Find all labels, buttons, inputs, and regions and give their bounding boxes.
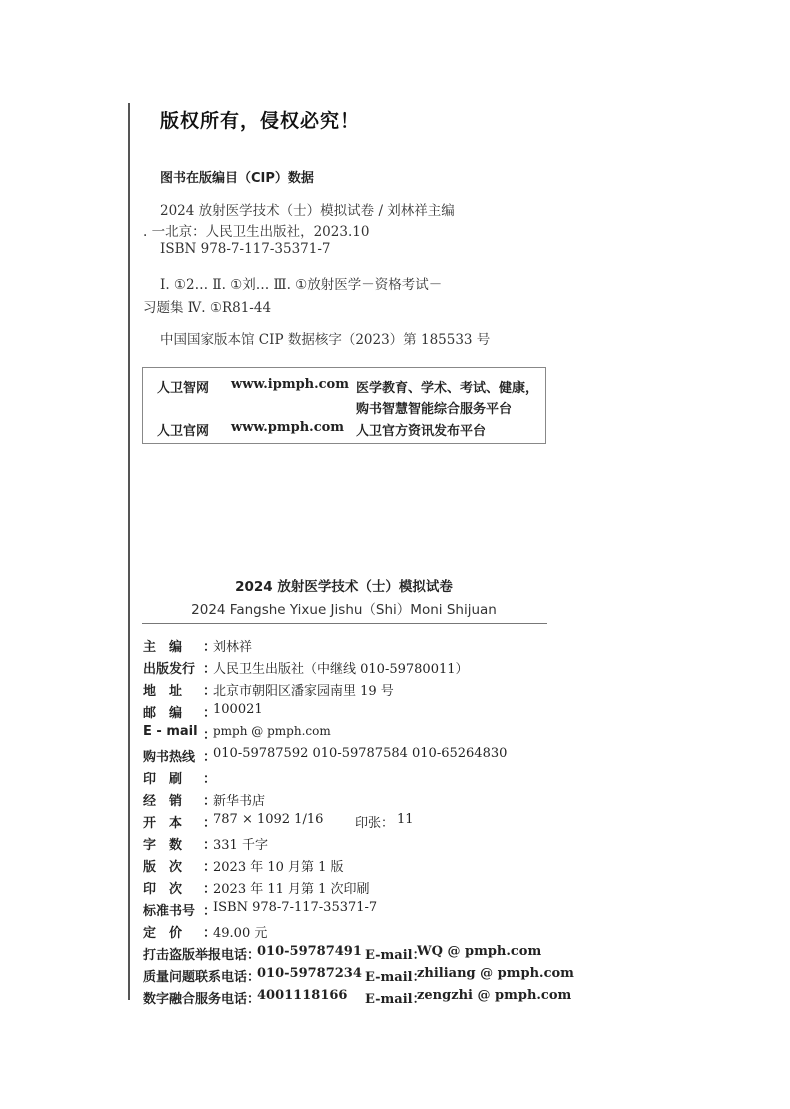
info-value: 北京市朝阳区潘家园南里 19 号 <box>213 684 394 699</box>
cip-line: Ⅰ. ①2… Ⅱ. ①刘… Ⅲ. ①放射医学－资格考试－ <box>160 277 443 293</box>
book-title-chinese: 2024 放射医学技术（士）模拟试卷 <box>235 579 453 595</box>
site-url[interactable]: www.pmph.com <box>231 420 345 435</box>
site-desc: 人卫官方资讯发布平台 <box>356 424 487 439</box>
contact-label: 数字融合服务电话： <box>143 992 261 1007</box>
contact-email[interactable]: WQ @ pmph.com <box>417 944 542 959</box>
cip-line: . 一北京：人民卫生出版社，2023.10 <box>143 224 370 240</box>
site-desc: 购书智慧智能综合服务平台 <box>356 402 513 417</box>
contact-email-label: E-mail： <box>365 992 426 1007</box>
margin-rule <box>128 103 130 1000</box>
info-value: 新华书店 <box>213 794 266 809</box>
colon: ： <box>203 750 217 765</box>
cip-title: 图书在版编目（CIP）数据 <box>160 171 314 186</box>
book-title-pinyin: 2024 Fangshe Yixue Jishu（Shi）Moni Shijuan <box>191 602 497 618</box>
contact-email-label: E-mail： <box>365 970 426 985</box>
contact-label: 质量问题联系电话： <box>143 970 261 985</box>
cip-line: 2024 放射医学技术（士）模拟试卷 / 刘林祥主编 <box>160 203 455 219</box>
info-label: 印 次 <box>143 882 183 897</box>
site-url[interactable]: www.ipmph.com <box>231 377 349 392</box>
site-desc: 医学教育、学术、考试、健康， <box>356 381 539 396</box>
colon: ： <box>203 882 217 897</box>
info-label: 地 址 <box>143 684 183 699</box>
colon: ： <box>203 838 217 853</box>
info-label: 出版发行 <box>143 662 196 677</box>
colon: ： <box>203 728 217 743</box>
contact-label: 打击盗版举报电话： <box>143 948 261 963</box>
colon: ： <box>203 640 217 655</box>
info-label: 邮 编 <box>143 706 183 721</box>
colon: ： <box>203 706 217 721</box>
colon: ： <box>203 904 217 919</box>
colon: ： <box>203 926 217 941</box>
contact-phone: 010-59787491 <box>257 944 362 959</box>
info-value: 人民卫生出版社（中继线 010-59780011） <box>213 662 469 677</box>
info-value: 2023 年 11 月第 1 次印刷 <box>213 882 370 897</box>
info-label: 标准书号 <box>143 904 196 919</box>
contact-email-label: E-mail： <box>365 948 426 963</box>
copyright-notice: 版权所有，侵权必究！ <box>160 110 361 132</box>
contact-phone: 4001118166 <box>257 988 348 1003</box>
colon: ： <box>203 860 217 875</box>
colon: ： <box>203 772 217 787</box>
info-label: 经 销 <box>143 794 183 809</box>
info-label: 定 价 <box>143 926 183 941</box>
info-value: 010-59787592 010-59787584 010-65264830 <box>213 746 508 761</box>
cip-line: 习题集 Ⅳ. ①R81-44 <box>143 300 272 316</box>
site-name: 人卫智网 <box>157 381 210 396</box>
sheets-value: 11 <box>397 812 414 827</box>
info-value: 49.00 元 <box>213 926 268 941</box>
divider <box>142 623 547 624</box>
cip-line: ISBN 978-7-117-35371-7 <box>160 241 331 257</box>
info-value[interactable]: pmph @ pmph.com <box>213 724 331 738</box>
info-label: 主 编 <box>143 640 183 655</box>
website-box <box>142 367 546 444</box>
info-label: 版 次 <box>143 860 183 875</box>
colon: ： <box>203 794 217 809</box>
info-value: 100021 <box>213 702 263 717</box>
info-value: ISBN 978-7-117-35371-7 <box>213 900 378 915</box>
info-label: 字 数 <box>143 838 183 853</box>
contact-email[interactable]: zhiliang @ pmph.com <box>417 966 574 981</box>
colon: ： <box>203 684 217 699</box>
info-label: E - mail <box>143 724 198 739</box>
sheets-label: 印张： <box>355 816 395 831</box>
info-label: 开 本 <box>143 816 183 831</box>
info-value: 刘林祥 <box>213 640 253 655</box>
cip-line: 中国国家版本馆 CIP 数据核字（2023）第 185533 号 <box>160 332 491 348</box>
contact-phone: 010-59787234 <box>257 966 362 981</box>
colon: ： <box>203 816 217 831</box>
info-label: 购书热线 <box>143 750 196 765</box>
info-label: 印 刷 <box>143 772 183 787</box>
colon: ： <box>203 662 217 677</box>
contact-email[interactable]: zengzhi @ pmph.com <box>417 988 572 1003</box>
site-name: 人卫官网 <box>157 424 210 439</box>
info-value: 331 千字 <box>213 838 268 853</box>
info-value: 787 × 1092 1/16 <box>213 812 324 827</box>
info-value: 2023 年 10 月第 1 版 <box>213 860 344 875</box>
